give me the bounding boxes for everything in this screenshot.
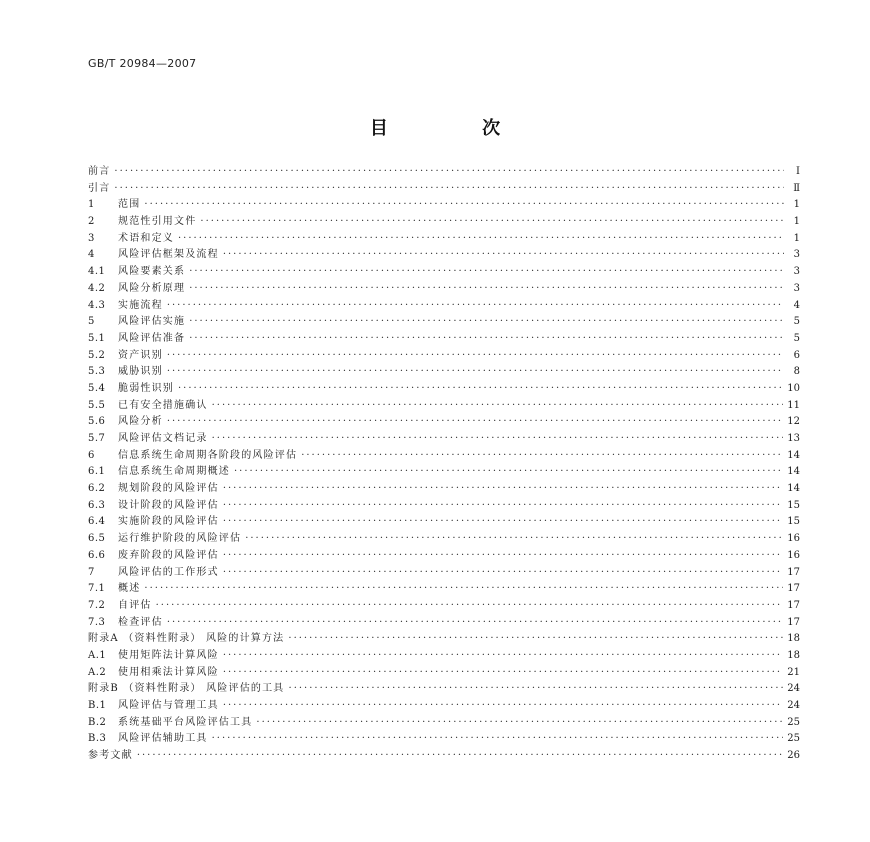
- toc-entry-label: 规范性引用文件: [118, 216, 197, 228]
- toc-entry[interactable]: [88, 498, 800, 515]
- toc-dot-leader: [114, 181, 784, 198]
- toc-entry-page: 13: [787, 433, 800, 444]
- toc-entry-label: 风险评估准备: [118, 332, 186, 344]
- toc-entry[interactable]: [88, 481, 800, 498]
- toc-entry-page: 1: [793, 216, 800, 228]
- toc-dot-leader: [234, 464, 783, 481]
- toc-dot-leader: [189, 314, 784, 331]
- toc-entry-number: A.2: [88, 666, 107, 678]
- toc-entry-number: 1: [88, 199, 95, 211]
- toc-entry-page: 3: [793, 249, 800, 261]
- toc-dot-leader: [223, 548, 783, 565]
- toc-dot-leader: [245, 531, 783, 548]
- toc-entry[interactable]: [88, 431, 800, 448]
- toc-entry-page: 16: [787, 549, 800, 561]
- toc-dot-leader: [189, 281, 784, 298]
- toc-entry[interactable]: [88, 748, 800, 765]
- toc-dot-leader: [144, 197, 784, 214]
- toc-dot-leader: [137, 748, 783, 765]
- toc-entry-number: B.3: [88, 733, 107, 745]
- toc-entry-label: 规划阶段的风险评估: [118, 483, 219, 495]
- toc-dot-leader: [178, 231, 784, 248]
- toc-entry-label: 参考文献: [88, 750, 133, 762]
- toc-entry-label: 检查评估: [118, 616, 163, 628]
- toc-entry-number: 5.5: [88, 399, 106, 411]
- toc-entry-label: 自评估: [118, 599, 152, 611]
- toc-entry-label: 风险评估的工作形式: [118, 566, 219, 578]
- toc-entry-label: 风险评估文档记录: [118, 433, 208, 444]
- toc-entry-page: 17: [787, 566, 800, 578]
- toc-entry-number: 4.2: [88, 282, 106, 294]
- toc-entry-page: Ⅱ: [793, 182, 800, 194]
- toc-dot-leader: [200, 214, 784, 231]
- toc-entry[interactable]: [88, 181, 800, 198]
- toc-entry-label: 使用相乘法计算风险: [118, 666, 219, 678]
- toc-dot-leader: [223, 565, 783, 582]
- toc-entry-number: A.1: [88, 649, 107, 661]
- toc-entry[interactable]: [88, 631, 800, 648]
- toc-entry-page: 3: [793, 266, 800, 278]
- toc-entry-page: 1: [793, 199, 800, 211]
- toc-entry-page: 5: [793, 332, 800, 344]
- page-title: 目 次: [369, 118, 545, 139]
- toc-entry-page: 21: [787, 666, 800, 678]
- toc-entry-page: 25: [787, 733, 800, 745]
- toc-entry-page: 18: [787, 633, 800, 645]
- toc-entry-number: 3: [88, 232, 95, 244]
- toc-entry-number: 5.7: [88, 433, 106, 444]
- toc-entry[interactable]: [88, 581, 800, 598]
- toc-entry-label: 资产识别: [118, 349, 163, 361]
- toc-entry[interactable]: [88, 648, 800, 665]
- toc-entry-label: 信息系统生命周期各阶段的风险评估: [118, 449, 298, 461]
- toc-dot-leader: [167, 298, 784, 315]
- toc-entry-number: 6.2: [88, 483, 106, 495]
- toc-entry-number: 7: [88, 566, 95, 578]
- toc-entry[interactable]: [88, 264, 800, 281]
- toc-dot-leader: [167, 348, 784, 365]
- toc-entry-page: 18: [787, 649, 800, 661]
- toc-entry[interactable]: [88, 665, 800, 682]
- toc-dot-leader: [223, 247, 784, 264]
- toc-entry[interactable]: [88, 231, 800, 248]
- toc-entry-number: 6.3: [88, 499, 106, 511]
- toc-entry[interactable]: [88, 247, 800, 264]
- toc-entry-page: 6: [793, 349, 800, 361]
- toc-entry-number: 4.3: [88, 299, 106, 311]
- toc-entry-number: 5.2: [88, 349, 106, 361]
- toc-dot-leader: [167, 364, 784, 381]
- toc-entry-number: 5.3: [88, 366, 106, 378]
- toc-entry[interactable]: [88, 464, 800, 481]
- toc-entry-label: 前言: [88, 166, 111, 177]
- toc-entry-page: 17: [787, 583, 800, 595]
- toc-entry-number: 6.4: [88, 516, 106, 528]
- toc-entry-page: 14: [787, 466, 800, 478]
- toc-entry-number: 7.2: [88, 599, 106, 611]
- standard-code: GB/T 20984—2007: [88, 57, 197, 70]
- toc-entry[interactable]: [88, 164, 800, 181]
- toc-entry-number: B.2: [88, 716, 107, 728]
- toc-entry[interactable]: [88, 598, 800, 615]
- toc-entry-label: 范围: [118, 199, 141, 211]
- toc-dot-leader: [223, 698, 783, 715]
- toc-entry-page: 15: [787, 499, 800, 511]
- toc-entry-label: 信息系统生命周期概述: [118, 466, 230, 478]
- toc-entry-label: 脆弱性识别: [118, 382, 174, 394]
- toc-entry-label: 风险评估与管理工具: [118, 700, 219, 711]
- toc-entry[interactable]: [88, 381, 800, 398]
- toc-dot-leader: [212, 398, 784, 415]
- toc-entry[interactable]: [88, 531, 800, 548]
- table-of-contents: [88, 164, 800, 765]
- toc-entry-number: 4: [88, 249, 95, 261]
- toc-entry[interactable]: [88, 197, 800, 214]
- toc-dot-leader: [301, 448, 783, 465]
- toc-entry-page: 25: [787, 716, 800, 728]
- toc-entry-label: 实施流程: [118, 299, 163, 311]
- toc-entry[interactable]: [88, 398, 800, 415]
- toc-entry-label: 风险评估辅助工具: [118, 733, 208, 745]
- toc-dot-leader: [223, 514, 783, 531]
- toc-dot-leader: [189, 264, 784, 281]
- toc-dot-leader: [212, 431, 784, 448]
- toc-dot-leader: [178, 381, 783, 398]
- toc-entry-label: 附录B （资料性附录） 风险评估的工具: [88, 683, 285, 695]
- toc-entry-label: 设计阶段的风险评估: [118, 499, 219, 511]
- toc-entry-number: B.1: [88, 700, 107, 711]
- toc-entry[interactable]: [88, 681, 800, 698]
- toc-dot-leader: [223, 665, 783, 682]
- toc-entry[interactable]: [88, 615, 800, 632]
- toc-entry-label: 实施阶段的风险评估: [118, 516, 219, 528]
- toc-dot-leader: [212, 731, 784, 748]
- toc-entry-label: 引言: [88, 182, 111, 194]
- toc-entry[interactable]: [88, 698, 800, 715]
- toc-entry-page: 3: [793, 282, 800, 294]
- toc-entry-page: 26: [787, 750, 800, 762]
- toc-entry-label: 系统基础平台风险评估工具: [118, 716, 253, 728]
- toc-dot-leader: [167, 414, 783, 431]
- toc-entry[interactable]: [88, 281, 800, 298]
- toc-entry-page: 17: [787, 599, 800, 611]
- toc-entry-number: 6: [88, 449, 95, 461]
- toc-entry-label: 术语和定义: [118, 232, 174, 244]
- toc-dot-leader: [289, 681, 784, 698]
- toc-entry-number: 6.5: [88, 533, 106, 545]
- toc-entry-label: 风险分析原理: [118, 282, 186, 294]
- toc-dot-leader: [167, 615, 783, 632]
- toc-dot-leader: [288, 631, 783, 648]
- toc-entry-page: 4: [793, 299, 800, 311]
- toc-entry-label: 概述: [118, 583, 141, 595]
- toc-entry[interactable]: [88, 414, 800, 431]
- toc-entry-label: 废弃阶段的风险评估: [118, 549, 219, 561]
- toc-entry-page: 24: [787, 683, 800, 695]
- toc-dot-leader: [223, 481, 783, 498]
- toc-entry-page: 12: [787, 416, 800, 428]
- toc-entry-number: 5.4: [88, 382, 106, 394]
- toc-entry-label: 附录A （资料性附录） 风险的计算方法: [88, 633, 285, 645]
- toc-entry-number: 6.6: [88, 549, 106, 561]
- toc-entry-label: 使用矩阵法计算风险: [118, 649, 219, 661]
- toc-entry-label: 风险要素关系: [118, 266, 186, 278]
- toc-dot-leader: [223, 498, 783, 515]
- toc-entry-page: 14: [787, 483, 800, 495]
- toc-entry-label: 已有安全措施确认: [118, 399, 208, 411]
- toc-entry[interactable]: [88, 514, 800, 531]
- toc-dot-leader: [189, 331, 784, 348]
- toc-entry-page: 11: [787, 399, 800, 411]
- toc-entry[interactable]: [88, 548, 800, 565]
- toc-entry-number: 6.1: [88, 466, 106, 478]
- toc-dot-leader: [114, 164, 784, 181]
- toc-dot-leader: [223, 648, 783, 665]
- toc-entry[interactable]: [88, 331, 800, 348]
- toc-entry[interactable]: [88, 364, 800, 381]
- toc-entry[interactable]: [88, 348, 800, 365]
- toc-dot-leader: [256, 715, 783, 732]
- toc-entry[interactable]: [88, 565, 800, 582]
- toc-entry[interactable]: [88, 715, 800, 732]
- toc-entry-page: 5: [793, 316, 800, 328]
- toc-entry-page: 8: [793, 366, 800, 378]
- toc-entry[interactable]: [88, 314, 800, 331]
- toc-entry-number: 5.6: [88, 416, 106, 428]
- toc-entry-page: 14: [787, 449, 800, 461]
- toc-entry[interactable]: [88, 214, 800, 231]
- toc-entry-number: 7.3: [88, 616, 106, 628]
- toc-entry-page: 24: [787, 700, 800, 711]
- toc-entry[interactable]: [88, 448, 800, 465]
- toc-entry-label: 风险评估实施: [118, 316, 186, 328]
- toc-dot-leader: [144, 581, 783, 598]
- toc-dot-leader: [156, 598, 784, 615]
- toc-entry-label: 风险评估框架及流程: [118, 249, 219, 261]
- toc-entry-label: 威胁识别: [118, 366, 163, 378]
- toc-entry-number: 5: [88, 316, 95, 328]
- toc-entry-page: 16: [787, 533, 800, 545]
- toc-entry-number: 7.1: [88, 583, 106, 595]
- toc-entry-number: 5.1: [88, 332, 106, 344]
- toc-entry-page: 1: [793, 232, 800, 244]
- toc-entry-label: 运行维护阶段的风险评估: [118, 533, 242, 545]
- toc-entry-page: Ⅰ: [796, 166, 800, 177]
- toc-entry[interactable]: [88, 298, 800, 315]
- toc-entry[interactable]: [88, 731, 800, 748]
- toc-entry-number: 4.1: [88, 266, 106, 278]
- toc-entry-label: 风险分析: [118, 416, 163, 428]
- toc-entry-page: 10: [787, 382, 800, 394]
- toc-entry-page: 15: [787, 516, 800, 528]
- toc-entry-number: 2: [88, 216, 95, 228]
- toc-entry-page: 17: [787, 616, 800, 628]
